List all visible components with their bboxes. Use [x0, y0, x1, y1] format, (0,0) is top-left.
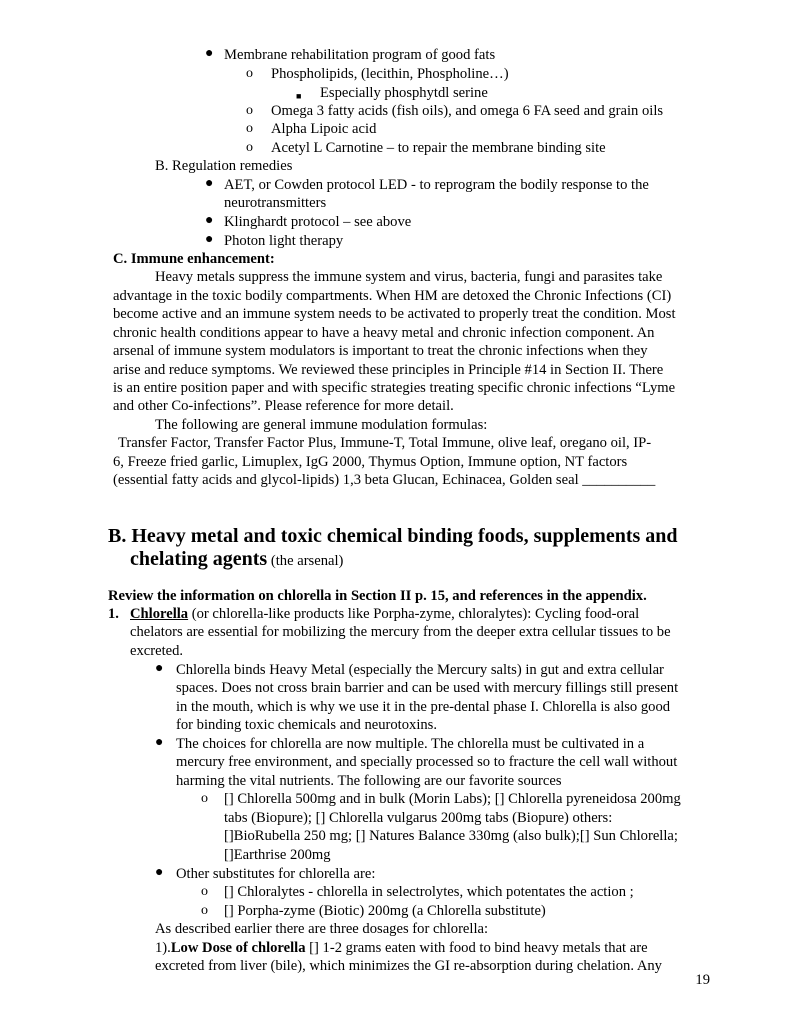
- section-title-line2: [130, 547, 343, 571]
- bullet-icon: ●: [155, 661, 164, 676]
- list-item: Membrane rehabilitation program of good fats: [224, 47, 496, 63]
- paragraph-line: []BioRubella 250 mg; [] Natures Balance 330mg (also bulk);[] Sun Chlorella;: [224, 828, 678, 844]
- section-title-part: chelating agents: [130, 548, 268, 570]
- list-item: Omega 3 fatty acids (fish oils), and omega 6 FA seed and grain oils: [271, 103, 664, 119]
- paragraph-line: [155, 939, 648, 958]
- circle-bullet-icon: o: [246, 66, 253, 81]
- paragraph-line: (essential fatty acids and glycol-lipids) 1,3 beta Glucan, Echinacea, Golden seal __________: [113, 472, 656, 488]
- list-item: Photon light therapy: [224, 233, 344, 249]
- list-item: AET, or Cowden protocol LED - to reprogram the bodily response to the: [224, 177, 649, 193]
- bullet-icon: ●: [205, 46, 214, 61]
- circle-bullet-icon: o: [246, 140, 253, 155]
- paragraph-line: harming the vital nutrients. The following are our favorite sources: [176, 773, 562, 789]
- paragraph-line: spaces. Does not cross brain barrier and can be used with mercury fillings still present: [176, 680, 679, 696]
- paragraph-line: arise and reduce symptoms. We reviewed these principles in Principle #14 in Section II. There: [113, 362, 664, 378]
- paragraph-line: []Earthrise 200mg: [224, 847, 331, 863]
- paragraph-line: [] Chloralytes - chlorella in selectrolytes, which potentates the action ;: [224, 884, 634, 900]
- paragraph-line: is an entire position paper and with specific strategies treating specific chronic infections “Lyme: [113, 380, 676, 396]
- list-item: Alpha Lipoic acid: [271, 121, 377, 137]
- bullet-icon: ●: [205, 176, 214, 191]
- dose-number: 1).: [155, 940, 171, 956]
- list-item: Phospholipids, (lecithin, Phospholine…): [271, 66, 509, 82]
- paragraph-line: for binding toxic chemicals and neurotoxins.: [176, 717, 438, 733]
- section-heading: C. Immune enhancement:: [113, 251, 275, 267]
- square-bullet-icon: ■: [296, 91, 302, 101]
- paragraph-line: Transfer Factor, Transfer Factor Plus, Immune-T, Total Immune, olive leaf, oregano oil, IP-: [118, 435, 652, 451]
- paragraph-line: arsenal of immune system modulators is important to treat the chronic infections when they: [113, 343, 648, 359]
- paragraph-line: chronic health conditions appear to have a heavy metal and chronic infection component. An: [113, 325, 655, 341]
- paragraph-line: Heavy metals suppress the immune system and virus, bacteria, fungi and parasites take: [155, 269, 663, 285]
- list-item: Especially phosphytdl serine: [320, 85, 488, 101]
- paragraph-line: tabs (Biopure); [] Chlorella vulgarus 200mg tabs (Biopure) others:: [224, 810, 613, 826]
- circle-bullet-icon: o: [201, 791, 208, 806]
- paragraph-line: excreted from liver (bile), which minimizes the GI re-absorption during chelation. Any: [155, 958, 662, 974]
- item-text: (or chlorella-like products like Porpha-zyme, chloralytes): Cycling food-oral: [188, 606, 640, 622]
- paragraph-line: [] Chlorella 500mg and in bulk (Morin Labs); [] Chlorella pyreneidosa 200mg: [224, 791, 681, 807]
- paragraph-line: become active and an immune system needs to be activated to properly treat the condition. Most: [113, 306, 676, 322]
- paragraph-line: The following are general immune modulation formulas:: [155, 417, 488, 433]
- paragraph-line: 6, Freeze fried garlic, Limuplex, IgG 2000, Thymus Option, Immune option, NT factors: [113, 454, 628, 470]
- bullet-icon: ●: [205, 213, 214, 228]
- list-item: Acetyl L Carnotine – to repair the membrane binding site: [271, 140, 606, 156]
- dose-text: [] 1-2 grams eaten with food to bind heavy metals that are: [305, 940, 648, 956]
- paragraph-line: and other Co-infections”. Please reference for more detail.: [113, 398, 454, 414]
- paragraph-line: [] Porpha-zyme (Biotic) 200mg (a Chlorella substitute): [224, 903, 546, 919]
- subheading: B. Regulation remedies: [155, 158, 293, 174]
- paragraph-line: mercury free environment, and specially processed so to fracture the cell wall without: [176, 754, 678, 770]
- bullet-icon: ●: [155, 735, 164, 750]
- section-title: B. Heavy metal and toxic chemical binding foods, supplements and: [108, 525, 678, 547]
- circle-bullet-icon: o: [246, 121, 253, 136]
- paragraph-line: excreted.: [130, 643, 184, 659]
- item-number: 1.: [108, 606, 119, 622]
- list-item: Klinghardt protocol – see above: [224, 214, 412, 230]
- section-title-suffix: (the arsenal): [270, 553, 344, 569]
- dose-label: Low Dose of chlorella: [170, 940, 306, 956]
- review-note: Review the information on chlorella in Section II p. 15, and references in the appendix.: [108, 588, 647, 604]
- circle-bullet-icon: o: [201, 903, 208, 918]
- list-item: neurotransmitters: [224, 195, 327, 211]
- paragraph-line: in the mouth, which is why we use it in the pre-dental phase I. Chlorella is also good: [176, 699, 671, 715]
- page-number: 19: [695, 972, 710, 988]
- item-label: Chlorella: [130, 606, 189, 622]
- paragraph-line: advantage in the toxic bodily compartments. When HM are detoxed the Chronic Infections (CI): [113, 288, 672, 304]
- circle-bullet-icon: o: [201, 884, 208, 899]
- paragraph-line: As described earlier there are three dosages for chlorella:: [155, 921, 489, 937]
- circle-bullet-icon: o: [246, 103, 253, 118]
- item-line: [130, 605, 639, 624]
- paragraph-line: Other substitutes for chlorella are:: [176, 866, 376, 882]
- bullet-icon: ●: [155, 865, 164, 880]
- bullet-icon: ●: [205, 232, 214, 247]
- paragraph-line: chelators are essential for mobilizing the mercury from the deeper extra cellular tissues to be: [130, 624, 671, 640]
- paragraph-line: The choices for chlorella are now multiple. The chlorella must be cultivated in a: [176, 736, 645, 752]
- paragraph-line: Chlorella binds Heavy Metal (especially the Mercury salts) in gut and extra cellular: [176, 662, 664, 678]
